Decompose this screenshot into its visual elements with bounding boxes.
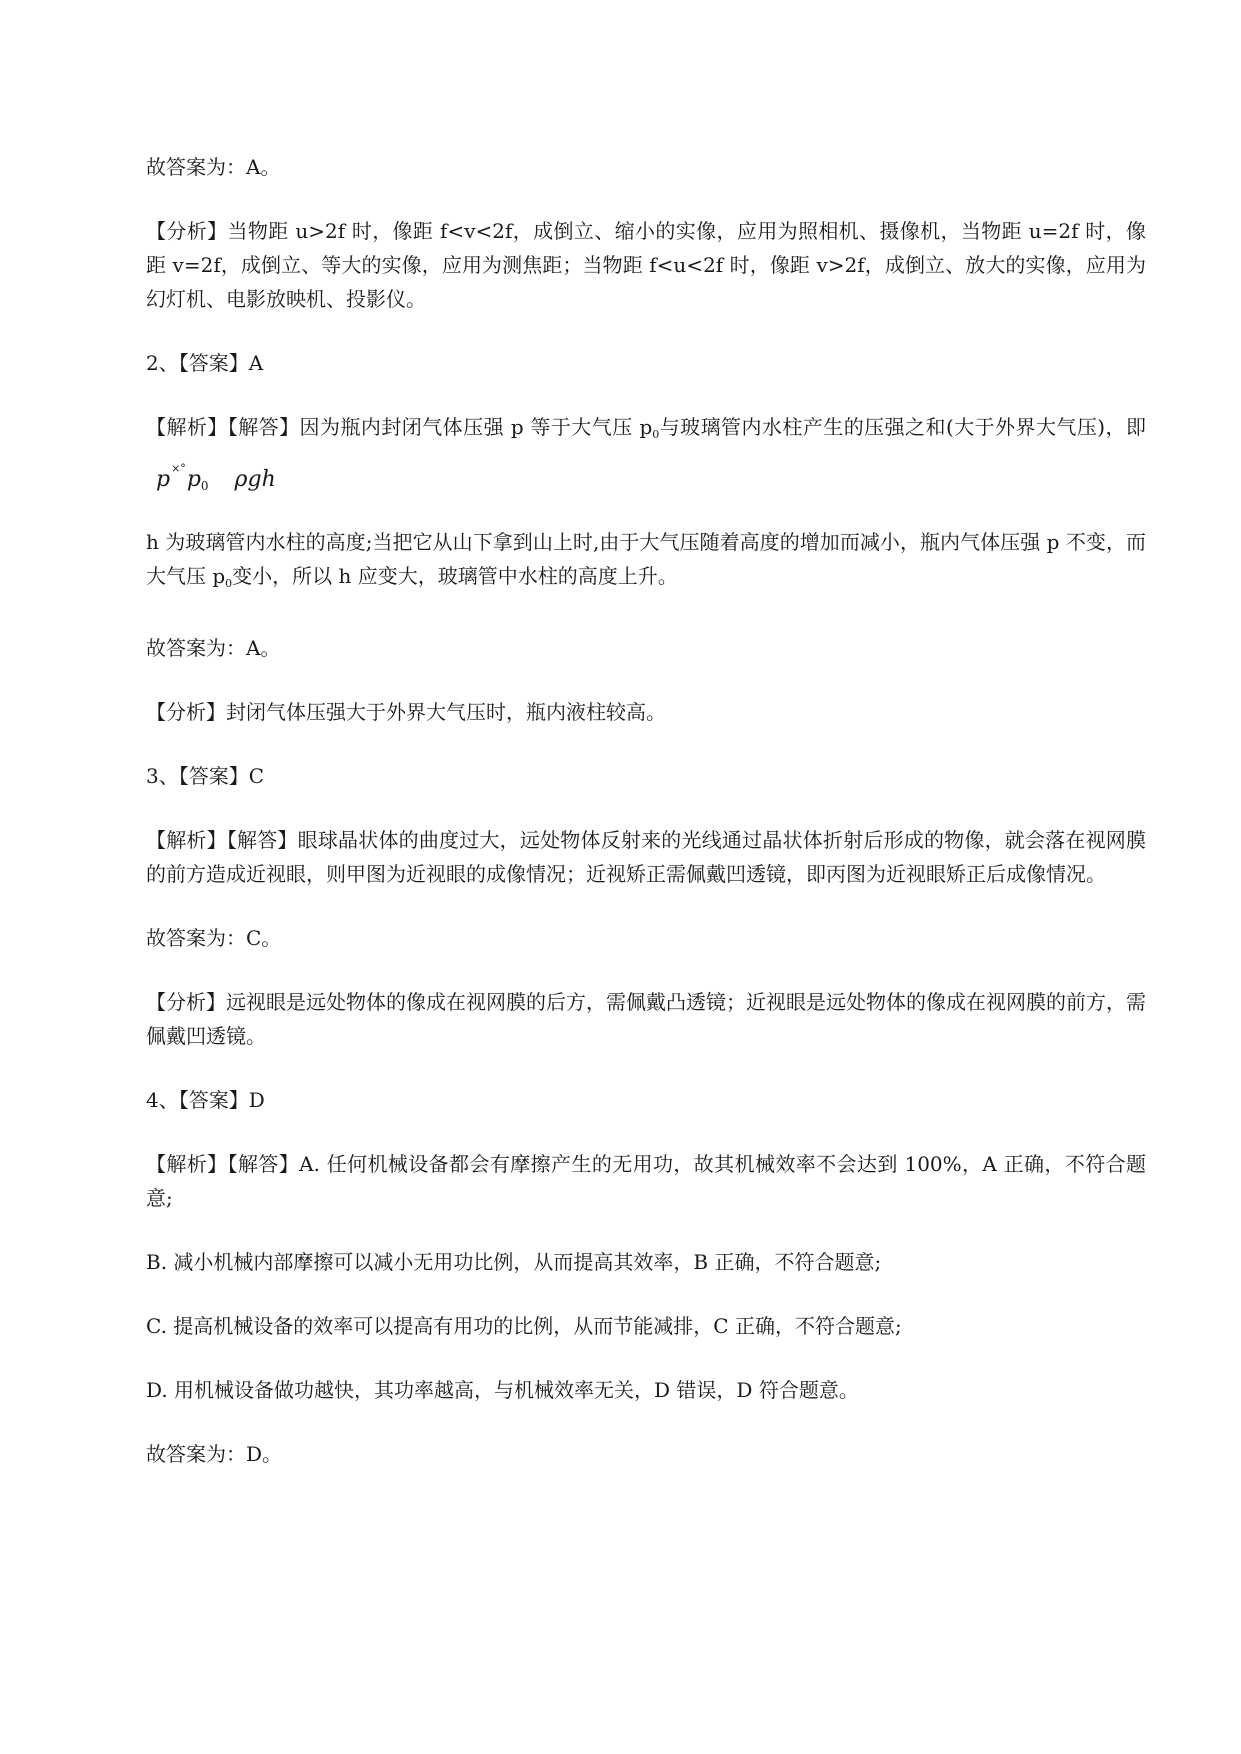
explanation-2 (146, 410, 1146, 503)
answer-heading-4: 4、【答案】D (146, 1088, 265, 1112)
formula-p0-subscript: 0 (200, 479, 209, 493)
explanation-2-cont-part2: 变小，所以 h 应变大，玻璃管中水柱的高度上升。 (232, 564, 678, 588)
explanation-2-part1: 【解析】【解答】因为瓶内封闭气体压强 p 等于大气压 p (146, 415, 653, 439)
formula-p0: p (186, 467, 201, 492)
explanation-4-b: B. 减小机械内部摩擦可以减小无用功比例，从而提高其效率，B 正确，不符合题意; (146, 1250, 882, 1274)
formula-p: p (156, 467, 171, 492)
answer-line-3: 故答案为：C。 (146, 926, 282, 950)
formula-rho-g-h: ρgh (234, 467, 276, 492)
explanation-4-a: 【解析】【解答】A. 任何机械设备都会有摩擦产生的无用功，故其机械效率不会达到 100%，A 正确，不符合题意; (146, 1152, 1146, 1210)
subscript-zero: 0 (652, 428, 660, 441)
explanation-3: 【解析】【解答】眼球晶状体的曲度过大，远处物体反射来的光线通过晶状体折射后形成的物像，就会落在视网膜的前方造成近视眼，则甲图为近视眼的成像情况；近视矫正需佩戴凹透镜，即丙图为近视眼矫正后成像情况。 (146, 828, 1146, 886)
explanation-2-cont (146, 525, 1146, 601)
document-page (146, 150, 1146, 1501)
subscript-zero-2: 0 (225, 577, 233, 590)
answer-line-1: 故答案为：A。 (146, 155, 281, 179)
pressure-formula (156, 452, 276, 503)
answer-heading-3: 3、【答案】C (146, 764, 265, 788)
explanation-2-part2: 与玻璃管内水柱产生的压强之和(大于外界大气压)，即 (659, 415, 1147, 439)
explanation-4-d: D. 用机械设备做功越快，其功率越高，与机械效率无关，D 错误，D 符合题意。 (146, 1378, 859, 1402)
explanation-2-cont-part1: h 为玻璃管内水柱的高度;当把它从山下拿到山上时,由于大气压随着高度的增加而减小，瓶内气体压强 p 不变，而大气压 p (146, 530, 1146, 588)
analysis-2: 【分析】封闭气体压强大于外界大气压时，瓶内液柱较高。 (146, 700, 666, 724)
answer-line-2: 故答案为：A。 (146, 636, 281, 660)
explanation-4-c: C. 提高机械设备的效率可以提高有用功的比例，从而节能减排，C 正确，不符合题意; (146, 1314, 902, 1338)
answer-heading-2: 2、【答案】A (146, 351, 264, 375)
formula-garbled-symbol: ×° (171, 462, 186, 475)
answer-line-4: 故答案为：D。 (146, 1442, 283, 1466)
analysis-1: 【分析】当物距 u>2f 时，像距 f<v<2f，成倒立、缩小的实像，应用为照相机、摄像机，当物距 u=2f 时，像距 v=2f，成倒立、等大的实像，应用为测焦距；当物距 f<u<2f 时，像距 v>2f，成倒立、放大的实像，应用为幻灯机、电影放映机、投影仪。 (146, 219, 1146, 311)
analysis-3: 【分析】远视眼是远处物体的像成在视网膜的后方，需佩戴凸透镜；近视眼是远处物体的像成在视网膜的前方，需佩戴凹透镜。 (146, 990, 1146, 1048)
